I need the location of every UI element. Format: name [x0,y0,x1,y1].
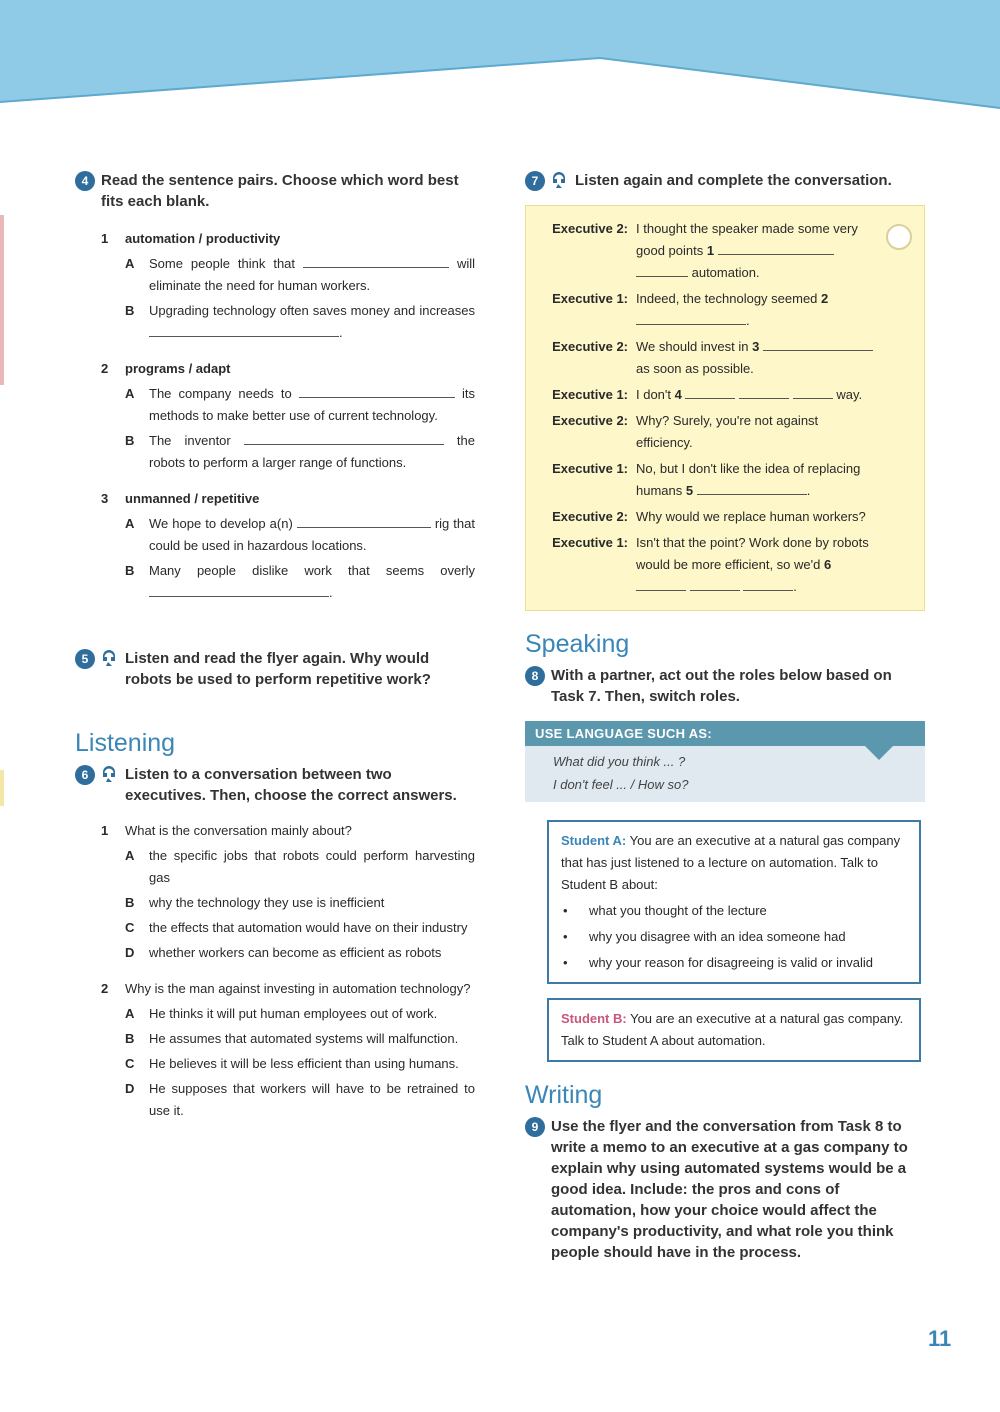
useful-phrase: What did you think ... ? [553,754,686,769]
answer-option[interactable]: B He assumes that automated systems will malfunction. [125,1031,459,1046]
answer-option[interactable]: A the specific jobs that robots could perform harvesting gas [125,848,475,885]
audio-icon[interactable] [551,171,567,189]
answer-blank[interactable] [685,385,735,399]
side-tab-marker [0,215,4,385]
paper-clip-icon [886,224,912,250]
task-number-badge: 9 [525,1117,545,1137]
conversation-note [525,205,925,611]
answer-blank[interactable] [149,323,339,337]
answer-blank[interactable] [636,263,688,277]
section-title-listening: Listening [75,729,176,757]
right-column [525,170,925,1263]
conversation-line: Executive 1: Isn't that the point? Work done by robots would be more efficient, so we'd 6 . [552,535,869,594]
answer-blank[interactable] [636,311,746,325]
role-card-student-a: Student A: You are an executive at a natural gas company that has just listened to a lecture on automation. Talk to Student B about: • what you thought of the lecture • why you disagree with an idea someone had • why your reason for disagreeing is valid or invalid [547,820,921,984]
conversation-line: Executive 2: We should invest in 3 as soon as possible. [526,336,914,380]
task-9-instruction: 9 Use the flyer and the conversation from Task 8 to write a memo to an executive at a gas company to explain why using automated systems would be a good idea. Include: the pros and cons of automation, how your choice would affect the company's productivity, and what role you think people should have in the process. [525,1116,925,1263]
answer-blank[interactable] [149,583,329,597]
task-5-instruction: 5 Listen and read the flyer again. Why would robots be used to perform repetitive work? [75,648,475,690]
audio-icon[interactable] [101,649,117,667]
task-number-badge: 6 [75,765,95,785]
section-title-speaking: Speaking [525,630,630,658]
answer-option[interactable]: D whether workers can become as efficient as robots [125,945,442,960]
answer-blank[interactable] [244,431,444,445]
task-4-instruction: 4 Read the sentence pairs. Choose which word best fits each blank. [75,170,475,212]
conversation-line: Executive 1: No, but I don't like the idea of replacing humans 5 . [552,461,861,498]
task-number-badge: 4 [75,171,95,191]
answer-blank[interactable] [718,241,834,255]
conversation-line: Executive 1: I don't 4 way. [552,387,863,402]
role-card-student-b: Student B: You are an executive at a natural gas company. Talk to Student A about automation. [547,998,921,1062]
task-7-instruction: 7 Listen again and complete the conversation. [525,170,925,191]
answer-blank[interactable] [697,481,807,495]
vocab-item-3: 3 unmanned / repetitive A We hope to develop a(n) rig that could be used in hazardous locations. B Many people dislike work that seems overly . [101,491,475,600]
task-number-badge: 8 [525,666,545,686]
answer-blank[interactable] [636,577,686,591]
task-6-instruction: 6 Listen to a conversation between two executives. Then, choose the correct answers. [75,764,475,806]
conversation-line: Executive 1: Indeed, the technology seemed 2 . [552,291,829,328]
answer-blank[interactable] [743,577,793,591]
conversation-line: Executive 2: Why? Surely, you're not against efficiency. [552,413,819,450]
audio-icon[interactable] [101,765,117,783]
header-banner [0,0,1000,115]
answer-blank[interactable] [299,384,455,398]
side-tab-marker [0,770,4,806]
vocab-item-2: 2 programs / adapt A The company needs to its methods to make better use of current technology. B The inventor the robots to perform a larger range of functions. [101,361,476,470]
listening-question-1: 1 What is the conversation mainly about? A the specific jobs that robots could perform harvesting gas B why the technology they use is inefficient C the effects that automation would have on their industry D whether workers can become as efficient as robots [75,820,475,964]
answer-option[interactable]: D He supposes that workers will have to be retrained to use it. [125,1081,475,1118]
list-item: • what you thought of the lecture [563,903,767,918]
list-item: • why you disagree with an idea someone had [563,929,846,944]
answer-option[interactable]: B why the technology they use is inefficient [125,895,385,910]
list-item: • why your reason for disagreeing is valid or invalid [563,955,873,970]
useful-language-header: USE LANGUAGE SUCH AS: [525,721,925,746]
useful-phrase: I don't feel ... / How so? [553,777,689,792]
answer-blank[interactable] [690,577,740,591]
answer-blank[interactable] [303,254,449,268]
answer-blank[interactable] [739,385,789,399]
answer-blank[interactable] [297,514,431,528]
answer-blank[interactable] [763,337,873,351]
left-column [75,170,475,1122]
conversation-line: Executive 2: I thought the speaker made some very good points 1 automation. [552,221,858,280]
answer-option[interactable]: A He thinks it will put human employees out of work. [125,1006,438,1021]
task-number-badge: 7 [525,171,545,191]
task-8-instruction: 8 With a partner, act out the roles below based on Task 7. Then, switch roles. [525,665,925,707]
answer-option[interactable]: C He believes it will be less efficient than using humans. [125,1056,459,1071]
useful-language-box [525,721,925,802]
answer-blank[interactable] [793,385,833,399]
task-number-badge: 5 [75,649,95,669]
vocab-item-1: 1 automation / productivity A Some people think that will eliminate the need for human workers. B Upgrading technology often saves money and increases . [101,231,475,340]
listening-question-2: 2 Why is the man against investing in automation technology? A He thinks it will put human employees out of work. B He assumes that automated systems will malfunction. C He believes it will be less efficient than using humans. D He supposes that workers will have to be retrained to use it. [75,978,475,1122]
page-number: 11 [928,1326,952,1351]
conversation-line: Executive 2: Why would we replace human workers? [552,509,866,524]
section-title-writing: Writing [525,1081,603,1109]
answer-option[interactable]: C the effects that automation would have on their industry [125,920,468,935]
